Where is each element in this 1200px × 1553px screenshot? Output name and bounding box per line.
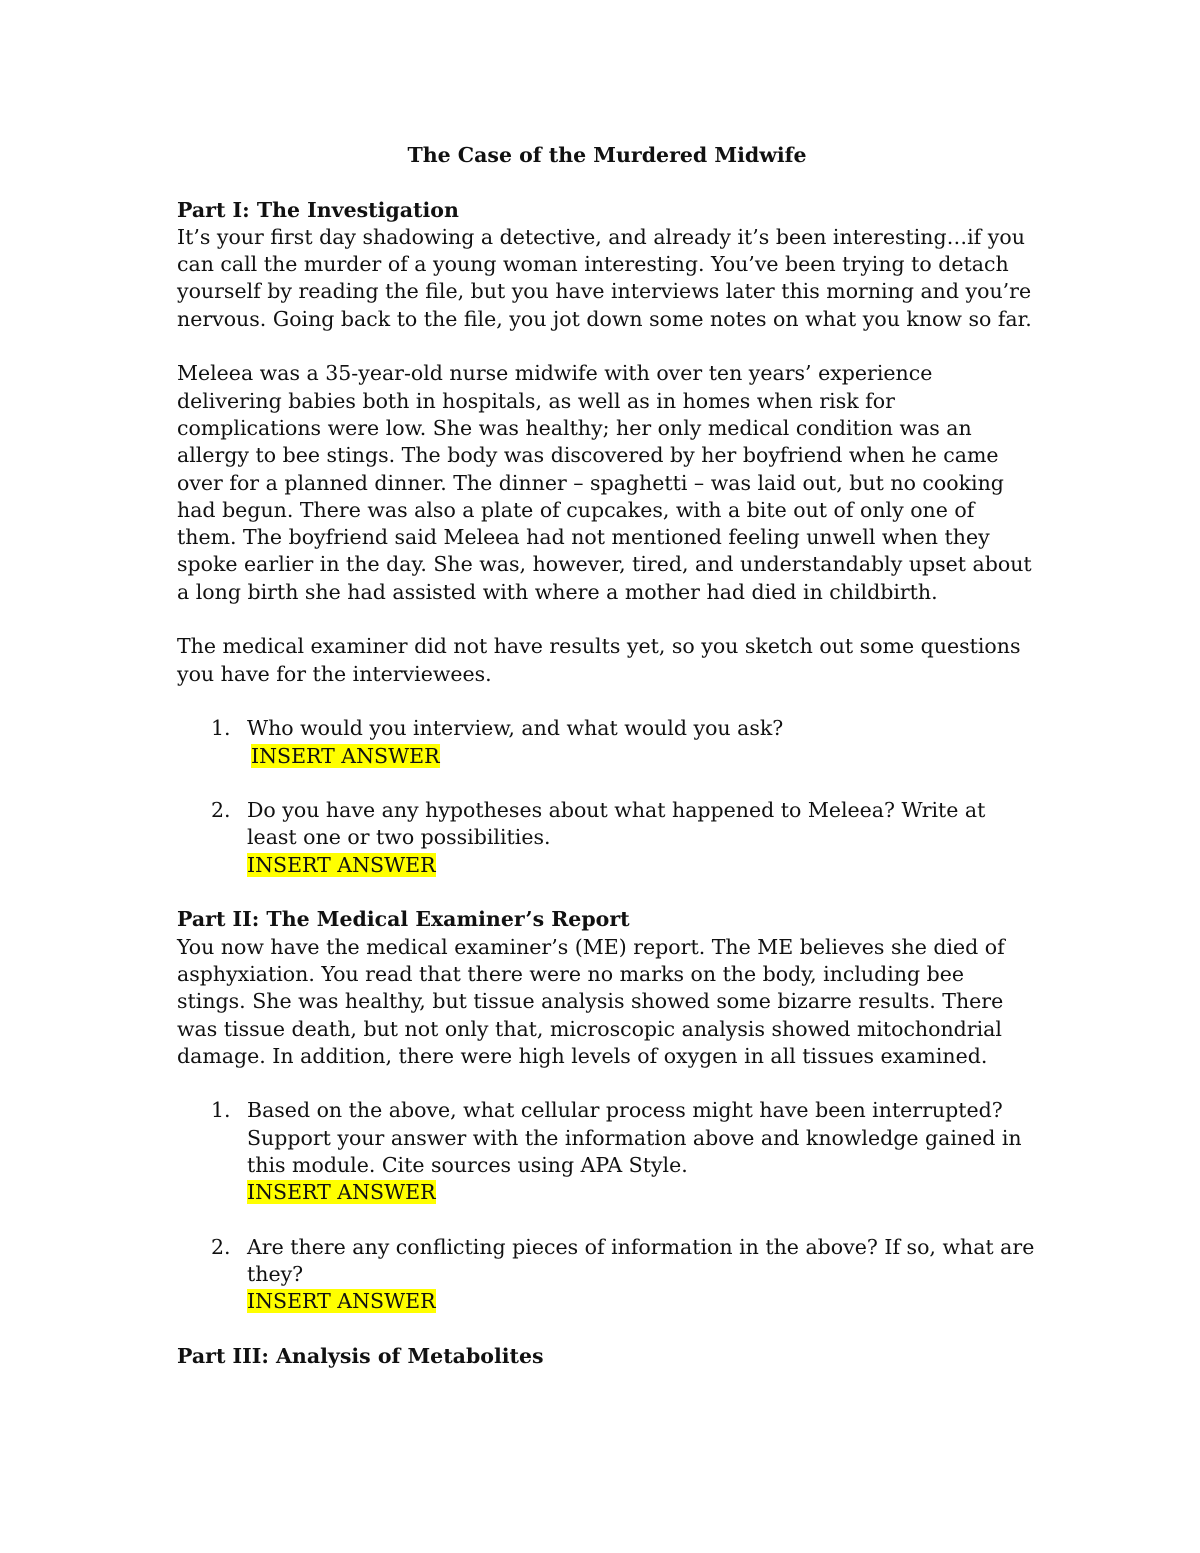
part2-question-list (177, 1097, 1037, 1315)
part2-question-item (177, 1234, 1037, 1316)
part1-heading: Part I: The Investigation (177, 197, 459, 222)
question-number: 2. (211, 798, 231, 823)
answer-field[interactable]: INSERT ANSWER (251, 743, 440, 768)
part2-paragraph: You now have the medical examiner’s (ME) report. The ME believes she died of asphyxiation. You read that there were no marks on the body, including bee stings. She was healthy, but tissue analysis showed some bizarre results. There was tissue death, but not only that, microscopic analysis showed mitochondrial damage. In addition, there were high levels of oxygen in all tissues examined. (177, 934, 1005, 1068)
question-text: Do you have any hypotheses about what happened to Meleea? Write at least one or two possibilities. (247, 798, 986, 850)
part2-question-item (177, 1097, 1037, 1206)
part2-heading: Part II: The Medical Examiner’s Report (177, 907, 630, 932)
question-text: Based on the above, what cellular process might have been interrupted? Support your answer with the information above and knowledge gained in this module. Cite sources using APA Style. (247, 1098, 1022, 1177)
answer-field[interactable]: INSERT ANSWER (247, 852, 436, 877)
part1-paragraph-case-notes: Meleea was a 35-year-old nurse midwife with over ten years’ experience delivering babies both in hospitals, as well as in homes when risk for complications were low. She was healthy; her only medical condition was an allergy to bee stings. The body was discovered by her boyfriend when he came over for a planned dinner. The dinner – spaghetti – was laid out, but no cooking had begun. There was also a plate of cupcakes, with a bite out of only one of them. The boyfriend said Meleea had not mentioned feeling unwell when they spoke earlier in the day. She was, however, tired, and understandably upset about a long birth she had assisted with where a mother had died in childbirth. (177, 361, 1032, 604)
question-number: 2. (211, 1234, 231, 1259)
part1-question-item (177, 715, 1037, 770)
answer-field[interactable]: INSERT ANSWER (247, 1180, 436, 1205)
question-number: 1. (211, 716, 231, 741)
part1-question-item (177, 797, 1037, 879)
document-title: The Case of the Murdered Midwife (407, 143, 807, 167)
answer-field[interactable]: INSERT ANSWER (247, 1289, 436, 1314)
question-text: Are there any conflicting pieces of information in the above? If so, what are they? (247, 1234, 1035, 1287)
part1-paragraph-questions-intro: The medical examiner did not have results yet, so you sketch out some questions you have for the interviewees. (177, 634, 1021, 686)
document-page (177, 142, 1037, 1370)
part3-heading: Part III: Analysis of Metabolites (177, 1344, 544, 1369)
part1-question-list (177, 715, 1037, 879)
question-number: 1. (211, 1098, 231, 1123)
part1-paragraph-intro: It’s your first day shadowing a detective, and already it’s been interesting…if you can call the murder of a young woman interesting. You’ve been trying to detach yourself by reading the file, but you have interviews later this morning and you’re nervous. Going back to the file, you jot down some notes on what you know so far. (177, 224, 1032, 331)
question-text: Who would you interview, and what would you ask? (247, 716, 784, 741)
